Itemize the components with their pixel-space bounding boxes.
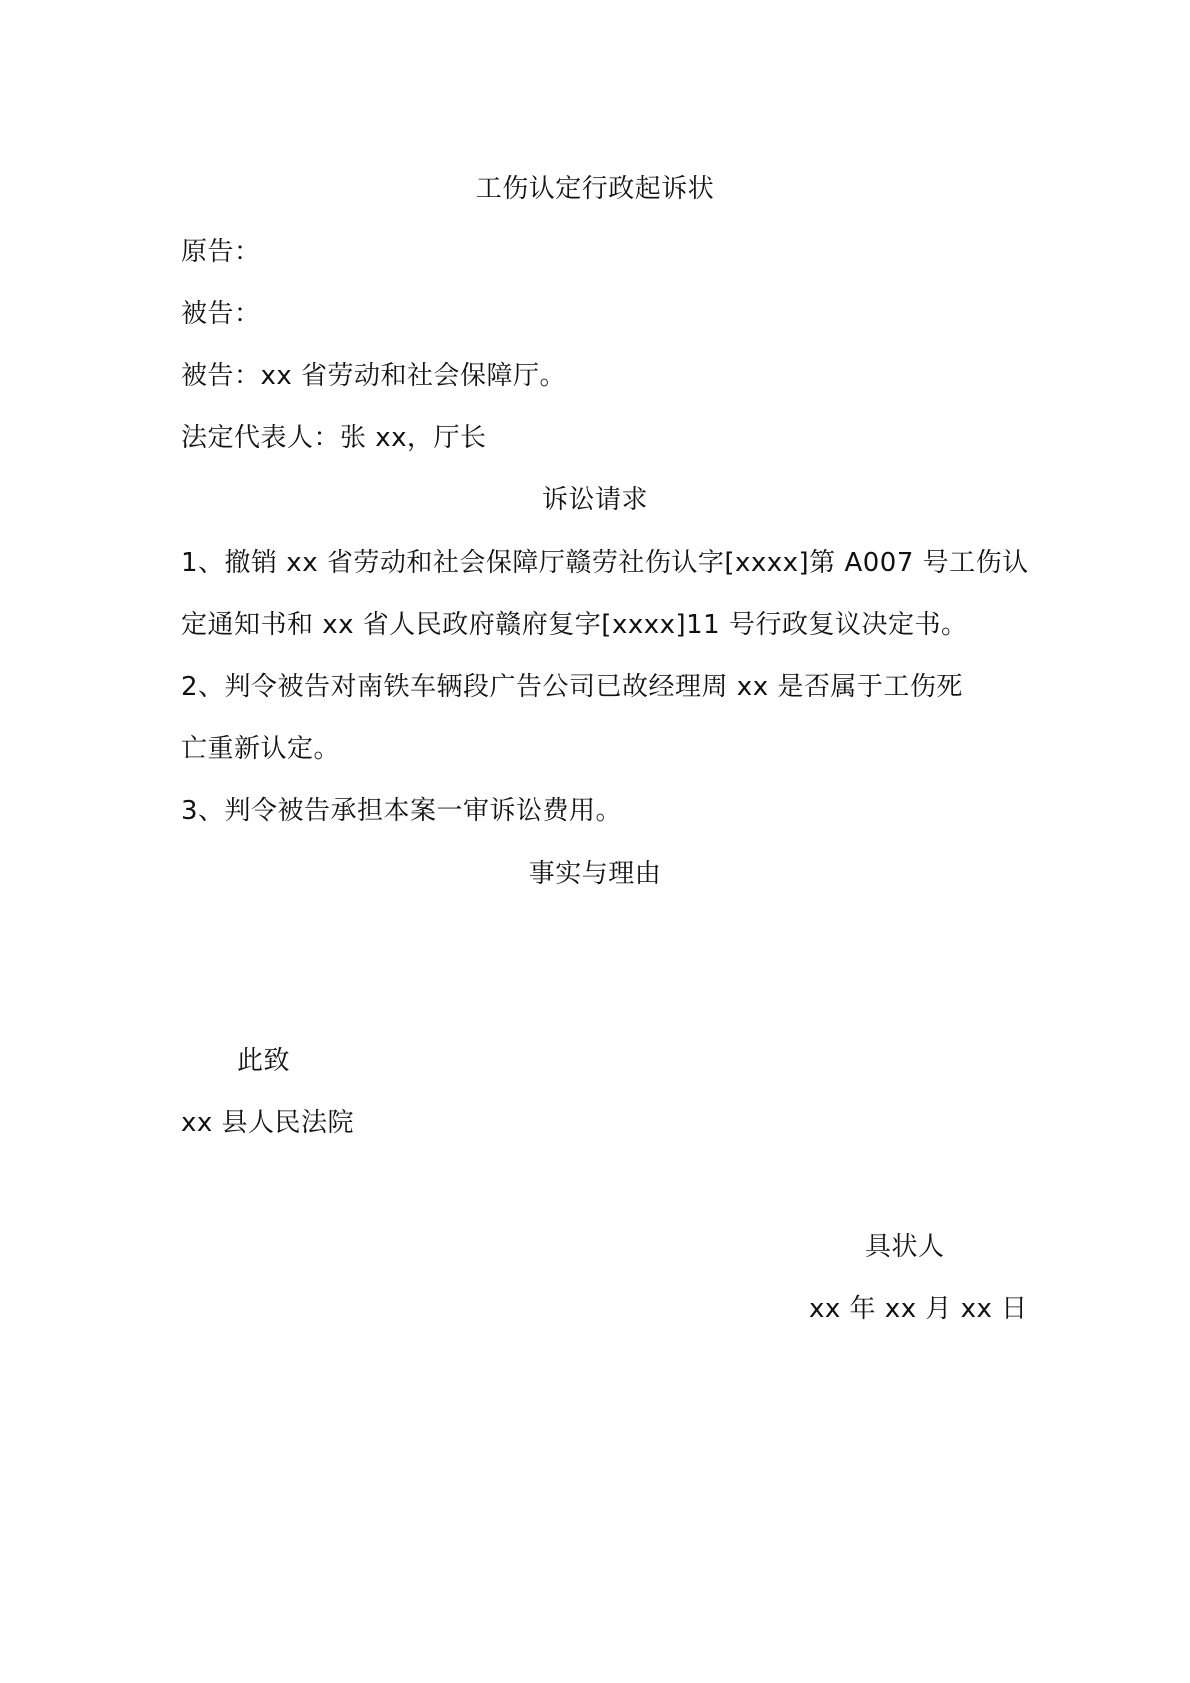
defendant-line: 被告：xx 省劳动和社会保障厅。 (181, 361, 567, 391)
claim-3-line: 3、判令被告承担本案一审诉讼费用。 (181, 796, 623, 826)
court-name: xx 县人民法院 (181, 1108, 355, 1138)
claims-heading: 诉讼请求 (541, 485, 648, 515)
legal-representative-line: 法定代表人：张 xx，厅长 (181, 423, 487, 453)
claim-1-line-1: 1、撤销 xx 省劳动和社会保障厅赣劳社伤认字[xxxx]第 A007 号工伤认 (181, 548, 1029, 578)
claim-2-line-1: 2、判令被告对南铁车辆段广告公司已故经理周 xx 是否属于工伤死 (181, 672, 963, 702)
signatory-label: 具状人 (865, 1232, 945, 1262)
claim-1-line-2: 定通知书和 xx 省人民政府赣府复字[xxxx]11 号行政复议决定书。 (181, 610, 968, 640)
facts-heading: 事实与理由 (528, 859, 662, 889)
document-title: 工伤认定行政起诉状 (475, 174, 715, 204)
claim-2-line-2: 亡重新认定。 (181, 734, 341, 764)
defendant-blank-line: 被告： (181, 299, 261, 329)
salutation: 此致 (237, 1046, 291, 1076)
plaintiff-line: 原告： (181, 237, 261, 267)
document-date: xx 年 xx 月 xx 日 (809, 1294, 1028, 1324)
